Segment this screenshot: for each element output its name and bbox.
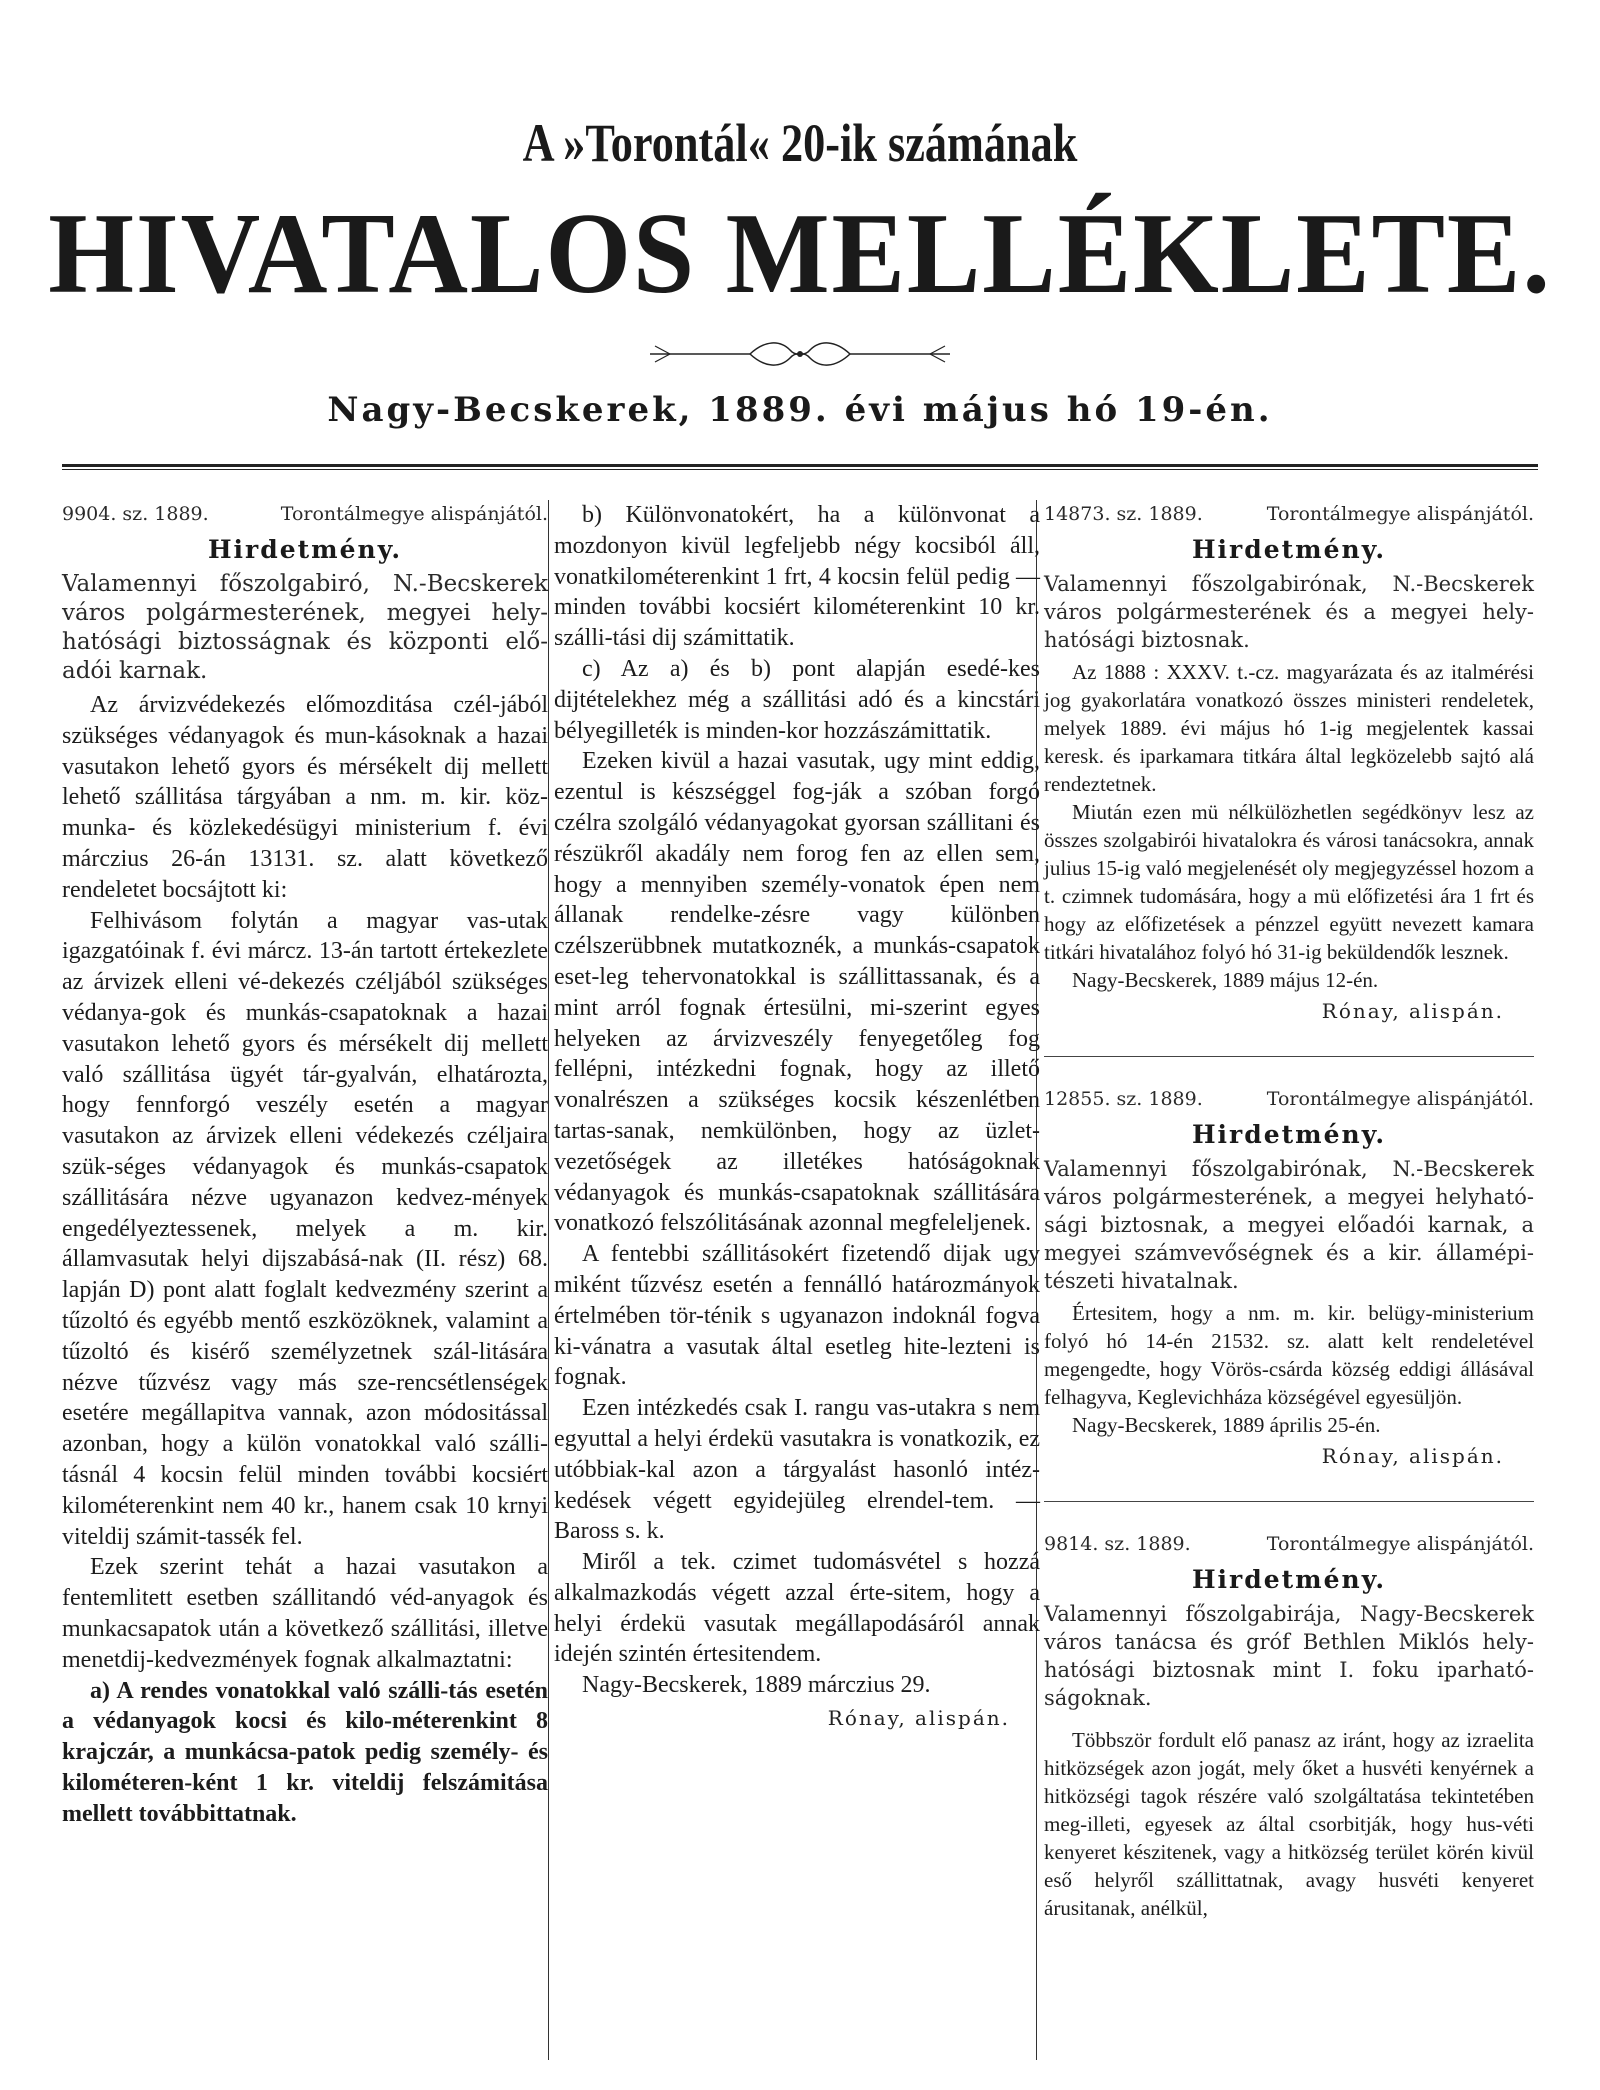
signature: Rónay, alispán. [1321, 999, 1504, 1023]
paragraph: Az árvizvédekezés előmozditása czél-jából szükséges védanyagok és mun-kásoknak a hazai vasutakon lehető gyors és mérsékelt dij mellett lehető szállitása tárgyában a nm. m. kir. köz-munka- és közlekedésügyi ministerium f. évi márczius 26-án 13131. sz. alatt következő rendeletet bocsájtott ki: [62, 692, 548, 903]
reference-issuer: Torontálmegye alispánjától. [1266, 1088, 1534, 1110]
column-3 [1044, 500, 1534, 1922]
reference-number: 14873. sz. 1889. [1044, 503, 1203, 525]
paragraph: a) A rendes vonatokkal való szálli-tás esetén a védanyagok kocsi és kilo-méterenkint 8 krajczár, a munkácsa-patok pedig személy- és kilométeren-ként 1 kr. viteldij felszámitása mellett továbbittatnak. [62, 1677, 548, 1827]
notice-block [1044, 500, 1534, 1028]
section-rule [1044, 1501, 1534, 1502]
notice-addressee: Valamennyi főszolgabirája, Nagy-Becskerek város tanácsa és gróf Bethlen Miklós hely-hatósági biztosnak mint I. foku iparható-ságoknak. [1044, 1602, 1534, 1710]
paragraph: A fentebbi szállitásokért fizetendő dijak ugy miként tűzvész esetén a fennálló határozmányok értelmében tör-ténik s ugyanazon indoknál fogva ki-vánatra a vasutak által esetleg hite-lezteni is fognak. [554, 1241, 1040, 1391]
notice-heading: Hirdetmény. [1191, 1565, 1387, 1594]
notice-block [1044, 1530, 1534, 1922]
notice-heading: Hirdetmény. [1191, 535, 1387, 564]
dateline: Nagy-Becskerek, 1889. évi május hó 19-én. [327, 390, 1273, 430]
notice-heading: Hirdetmény. [1191, 1120, 1387, 1149]
place-date: Nagy-Becskerek, 1889 április 25-én. [1072, 1413, 1381, 1437]
notice-heading: Hirdetmény. [207, 535, 403, 564]
reference-number: 9904. sz. 1889. [62, 503, 209, 525]
paragraph: Értesitem, hogy a nm. m. kir. belügy-ministerium folyó hó 14-én 21532. sz. alatt kelt rendeletével megengedte, hogy Vörös-csárda község eddigi állásával felhagyva, Keglevichháza községével egyesüljön. [1044, 1301, 1534, 1409]
masthead [0, 0, 1600, 460]
ornament-divider [640, 336, 960, 372]
column-divider [548, 500, 549, 2060]
reference-issuer: Torontálmegye alispánjától. [280, 503, 548, 525]
header-rule [62, 464, 1538, 470]
notice-reference [1044, 1530, 1534, 1558]
notice-block [1044, 1085, 1534, 1473]
column-2 [554, 500, 1040, 1735]
signature: Rónay, alispán. [827, 1706, 1010, 1731]
reference-number: 9814. sz. 1889. [1044, 1533, 1191, 1555]
paragraph: c) Az a) és b) pont alapján esedé-kes dijtételekhez még a szállitási adó és a kincstári bélyegilleték is minden-kor hozzászámittatik. [554, 655, 1040, 744]
notice-addressee: Valamennyi főszolgabiró, N.-Becskerek város polgármesterének, megyei hely-hatósági biztosságnak és központi elő-adói karnak. [62, 571, 548, 684]
paragraph: Miután ezen mü nélkülözhetlen segédkönyv lesz az összes szolgabirói hivatalokra és városi tanácsokra, annak julius 15-ig való megjelenését oly megjegyzéssel hozom a t. czimnek tudomására, hogy a mü előfizetési ára 1 frt és hogy az előfizetések a pénzzel együtt nevezett kamara titkári hivatalához folyó hó 31-ig beküldendők lesznek. [1044, 800, 1534, 964]
paragraph: b) Különvonatokért, ha a különvonat a mozdonyon kivül legfeljebb négy kocsiból áll, vonatkilométerenkint 1 frt, 4 kocsin felül pedig — minden további kocsiért kilométerenkint 10 kr. szálli-tási dij számittatik. [554, 502, 1040, 652]
paragraph: Ezek szerint tehát a hazai vasutakon a fentemlitett esetben szállitandó véd-anyagok és munkacsapatok után a következő szállitási, illetve menetdij-kedvezmények fognak alkalmaztatni: [62, 1554, 548, 1673]
reference-number: 12855. sz. 1889. [1044, 1088, 1203, 1110]
notice-reference [1044, 500, 1534, 528]
notice-reference [62, 500, 548, 528]
signature: Rónay, alispán. [1321, 1444, 1504, 1468]
paragraph: Többször fordult elő panasz az iránt, hogy az izraelita hitközségek azon jogát, mely őket a husvéti kenyérnek a hitközségi tagok részére való szolgáltatása tekintetében meg-illeti, egyesek az által csorbitják, hogy hus-véti kenyeret készitenek, vagy a hitközség terület körén kivül eső helyről szállittatnak, avagy husvéti kenyeret árusitanak, anélkül, [1044, 1728, 1534, 1920]
supertitle: A »Torontál« 20-ik számának [522, 113, 1078, 173]
place-date: Nagy-Becskerek, 1889 május 12-én. [1072, 968, 1379, 992]
main-title: HIVATALOS MELLÉKLETE. [48, 190, 1552, 318]
notice-reference [1044, 1085, 1534, 1113]
paragraph: Ezen intézkedés csak I. rangu vas-utakra s nem egyuttal a helyi érdekü vasutakra is vonatkozik, ez utóbbiak-kal azon a tárgyalást hasonló intéz-kedések végett egyidejüleg elrendel-tem. — Baross s. k. [554, 1395, 1040, 1545]
notice-addressee: Valamennyi főszolgabirónak, N.-Becskerek város polgármesterének és a megyei hely-hatósági biztosnak. [1044, 572, 1534, 652]
place-date: Nagy-Becskerek, 1889 márczius 29. [582, 1672, 931, 1699]
paragraph: Ezeken kivül a hazai vasutak, ugy mint eddig, ezentul is készséggel fog-ják a szóban forgó czélra szolgáló védanyagokat gyorsan szállitani és részükről akadály nem forog fen az ellen sem, hogy a mennyiben személy-vonatok épen nem állanak rendelke-zésre vagy különben czélszerübbnek mutatkoznék, a munkás-csapatok eset-leg tehervonatokkal is szállittassanak, és a mint arról fognak értesülni, mi-szerint egyes helyeken az árvizveszély fenyegetőleg fog fellépni, intézkedni fognak, hogy az illető vonalrészen a szükséges kocsik készenlétben tartas-sanak, nemkülönben, hogy az üzlet-vezetőségek az illetékes hatóságoknak védanyagok és munkás-csapatoknak szállitására vonatkozó felszólitásának azonnal megfeleljenek. [554, 748, 1040, 1237]
notice-addressee: Valamennyi főszolgabirónak, N.-Becskerek város polgármesterének, a megyei helyható-sági biztosnak, a megyei előadói karnak, a megyei számvevőségnek és a kir. államépi-tészeti hivatalnak. [1044, 1157, 1534, 1293]
section-rule [1044, 1056, 1534, 1057]
reference-issuer: Torontálmegye alispánjától. [1266, 503, 1534, 525]
column-1 [62, 500, 548, 1829]
paragraph: Felhivásom folytán a magyar vas-utak igazgatóinak f. évi márcz. 13-án tartott értekezlete az árvizek elleni vé-dekezés czéljából szükséges védanya-gok és munkás-csapatoknak a hazai vasutakon lehető gyors és mérsékelt dij mellett való szállitása ügyét tár-gyalván, elhatározta, hogy fennforgó veszély esetén a magyar vasutakon az árvizek elleni védekezés czéljaira szük-séges védanyagok és munkás-csapatok szállitására nézve ugyanazon kedvez-mények engedélyeztessenek, melyek a m. kir. államvasutak helyi dijszabásá-nak (II. rész) 68. lapján D) pont alatt foglalt kedvezmény szerint a tűzoltó és egyébb mentő eszközöknek, valamint a tűzoltó és kisérő személyzetnek szál-litására nézve tűzvész vagy más sze-rencsétlenségek esetére megállapitva vannak, azon módositással azonban, hogy a külön vonatokkal való szálli-tásnál 4 kocsin felül minden további kocsiért kilométerenkint nem 40 kr., hanem csak 10 krnyi viteldij számit-tassék fel. [62, 907, 548, 1550]
paragraph: Miről a tek. czimet tudomásvétel s hozzá alkalmazkodás végett azzal érte-sitem, hogy a helyi érdekü vasutak megállapodásáról annak idején szintén értesitendem. [554, 1549, 1040, 1668]
paragraph: Az 1888 : XXXV. t.-cz. magyarázata és az italmérési jog gyakorlatára vonatkozó összes ministeri rendeletek, melyek 1889. évi május hó 1-ig megjelentek kassai keresk. és iparkamara titkára által legközelebb sajtó alá rendeztetnek. [1044, 660, 1534, 796]
reference-issuer: Torontálmegye alispánjától. [1266, 1533, 1534, 1555]
